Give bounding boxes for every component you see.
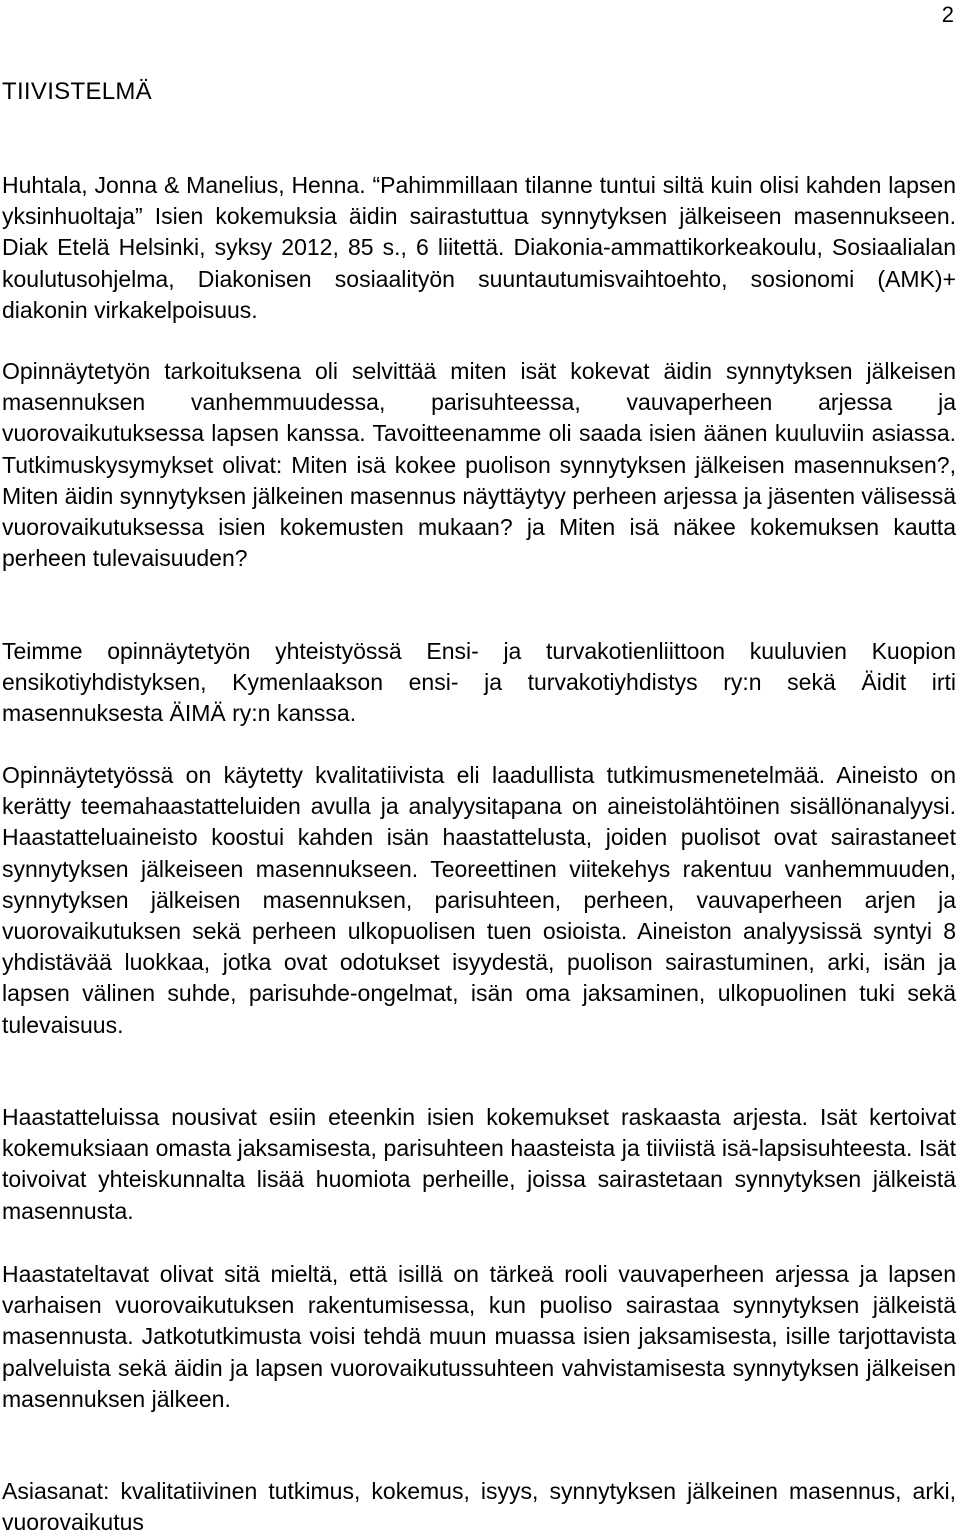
purpose-paragraph: Opinnäytetyön tarkoituksena oli selvittää miten isät kokevat äidin synnytyksen jälkeisen masennuksen vanhemmuudessa, parisuhteessa, vauvaperheen arjessa ja vuorovaikutuksessa lapsen kanssa. Tavoitteenamme oli saada isien äänen kuuluviin asiassa. Tutkimuskysymykset olivat: Miten isä kokee puolison synnytyksen jälkeisen masennuksen?, Miten äidin synnytyksen jälkeinen masennus näyttäytyy perheen arjessa ja jäsenten välisessä vuorovaikutuksessa isien kokemusten mukaan? ja Miten isä näkee kokemuksen kautta perheen tulevaisuuden? bbox=[2, 358, 956, 572]
findings-paragraph: Haastatteluissa nousivat esiin eteenkin isien kokemukset raskaasta arjesta. Isät kertoivat kokemuksiaan omasta jaksamisesta, parisuhteen haasteista ja tiiviistä isä-lapsisuhteesta. Isät toivoivat yhteiskunnalta lisää huomiota perheille, joissa sairastetaan synnytyksen jälkeistä masennusta. bbox=[2, 1104, 956, 1224]
keywords-paragraph: Asiasanat: kvalitatiivinen tutkimus, kokemus, isyys, synnytyksen jälkeinen masennus, arki, vuorovaikutus bbox=[2, 1478, 956, 1536]
page-number: 2 bbox=[941, 2, 954, 27]
method-paragraph: Opinnäytetyössä on käytetty kvalitatiivista eli laadullista tutkimusmenetelmää. Aineisto on kerätty teemahaastatteluiden avulla ja analyysitapana on aineistolähtöinen sisällönanalyysi. Haastatteluaineisto koostui kahden isän haastattelusta, joiden puolisot ovat sairastaneet synnytyksen jälkeiseen masennukseen. Teoreettinen viitekehys rakentuu vanhemmuuden, synnytyksen jälkeisen masennuksen, parisuhteen, perheen, vauvaperheen arjen ja vuorovaikutuksen sekä perheen ulkopuolisen tuen osioista. Aineiston analyysissä syntyi 8 yhdistävää luokkaa, jotka ovat odotukset isyydestä, puolison sairastuminen, arki, isän ja lapsen välinen suhde, parisuhde-ongelmat, isän oma jaksaminen, ulkopuolinen tuki sekä tulevaisuus. bbox=[2, 762, 956, 1038]
conclusion-paragraph: Haastateltavat olivat sitä mieltä, että isillä on tärkeä rooli vauvaperheen arjessa ja lapsen varhaisen vuorovaikutuksen rakentumisessa, kun puoliso sairastaa synnytyksen jälkeistä masennusta. Jatkotutkimusta voisi tehdä muun muassa isien jaksamisesta, isille tarjottavista palveluista sekä äidin ja lapsen vuorovaikutussuhteen vahvistamisesta synnytyksen jälkeisen masennuksen jälkeen. bbox=[2, 1261, 956, 1412]
page-title: TIIVISTELMÄ bbox=[2, 78, 152, 105]
citation-paragraph: Huhtala, Jonna & Manelius, Henna. “Pahimmillaan tilanne tuntui siltä kuin olisi kahden lapsen yksinhuoltaja” Isien kokemuksia äidin sairastuttua synnytyksen jälkeiseen masennukseen. Diak Etelä Helsinki, syksy 2012, 85 s., 6 liitettä. Diakonia-ammattikorkeakoulu, Sosiaalialan koulutusohjelma, Diakonisen sosiaalityön suuntautumisvaihtoehto, sosionomi (AMK)+ diakonin virkakelpoisuus. bbox=[2, 172, 956, 323]
collaboration-paragraph: Teimme opinnäytetyön yhteistyössä Ensi- ja turvakotienliittoon kuuluvien Kuopion ensikotiyhdistyksen, Kymenlaakson ensi- ja turvakotiyhdistys ry:n sekä Äidit irti masennuksesta ÄIMÄ ry:n kanssa. bbox=[2, 638, 956, 727]
